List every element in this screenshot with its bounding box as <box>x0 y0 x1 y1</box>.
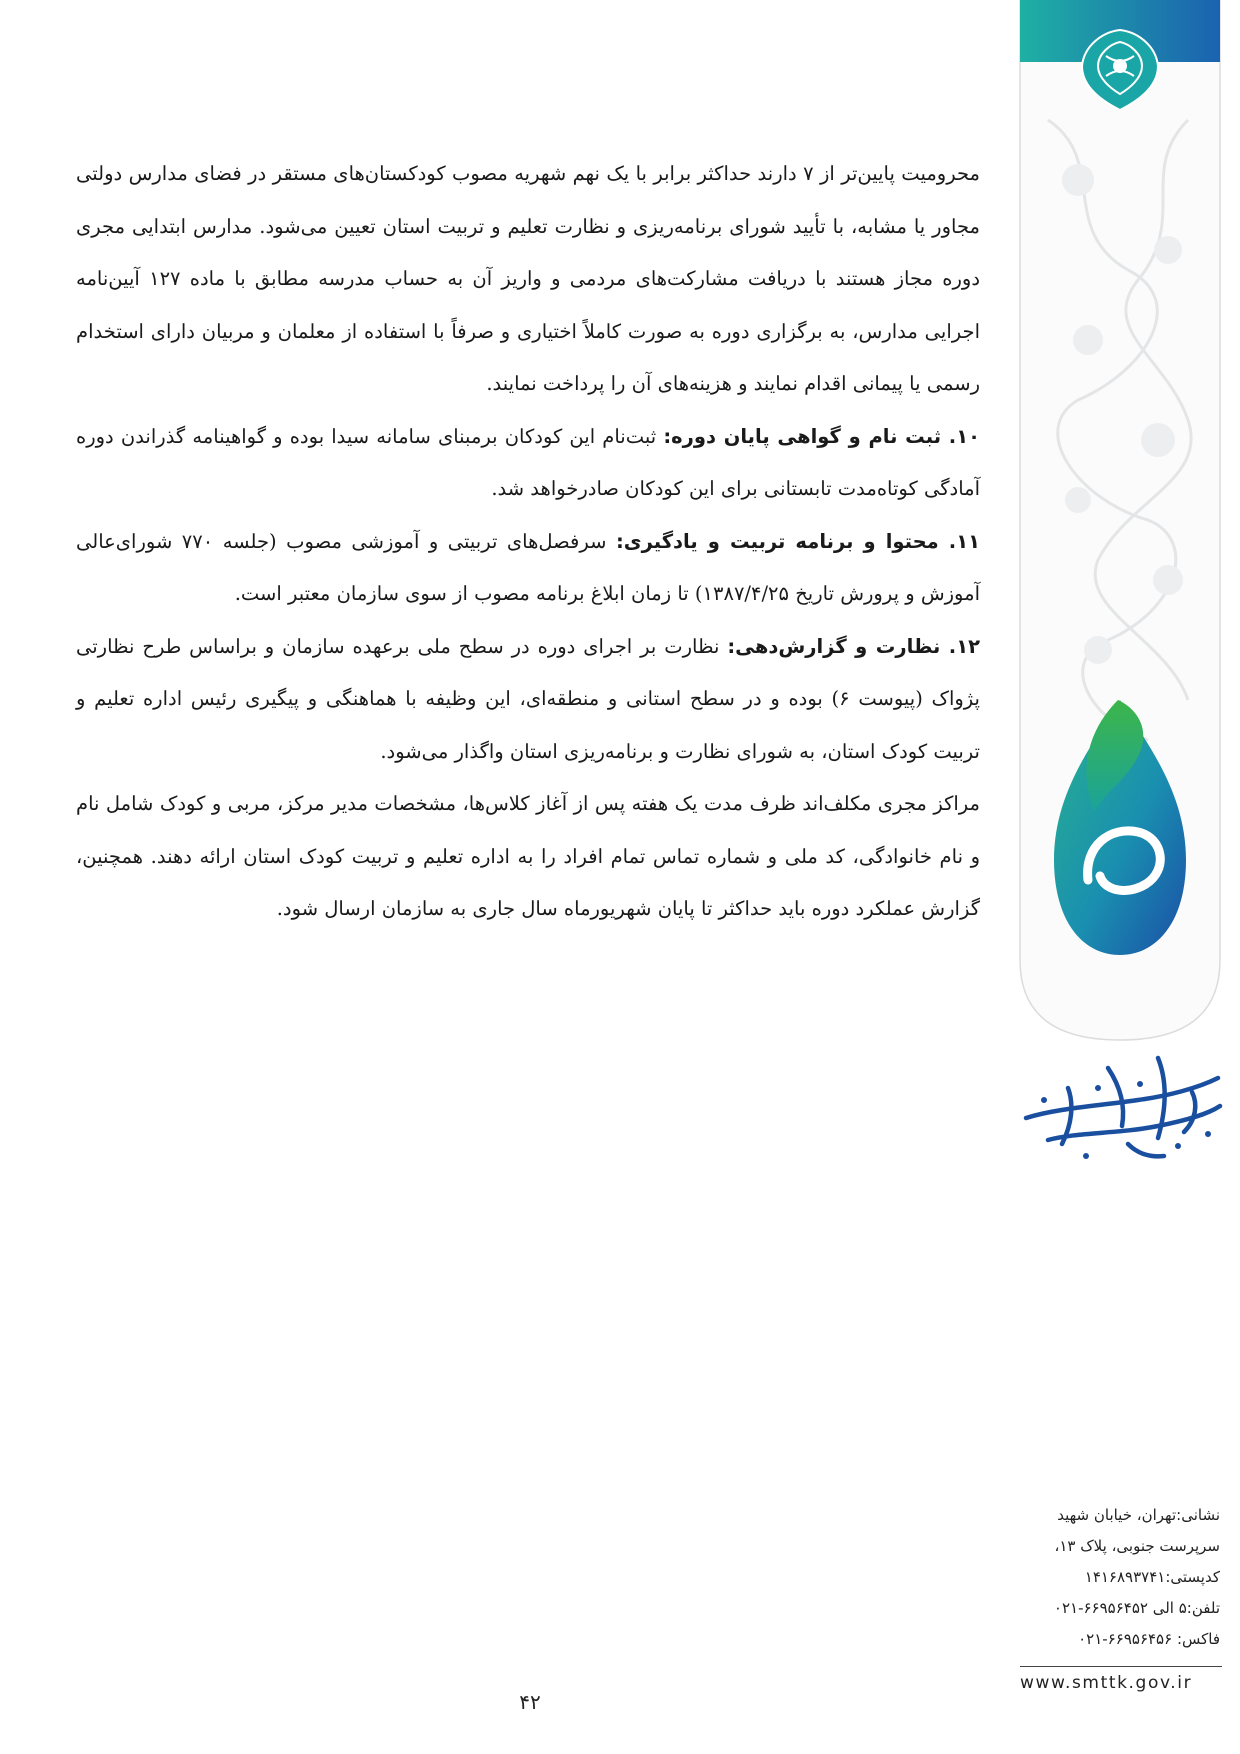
side-banner-graphic <box>1018 0 1222 1060</box>
postal-code: کدپستی:۱۴۱۶۸۹۳۷۴۱ <box>1084 1568 1220 1586</box>
paragraph-supervision-text: نظارت بر اجرای دوره در سطح ملی برعهده سازمان و براساس طرح نظارتی پژواک (پیوست ۶) بوده و در سطح استانی و منطقه‌ای، این وظیفه با هماهنگی و پیگیری رئیس اداره تعلیم و تربیت کودک استان، به شورای نظارت و برنامه‌ریزی استان واگذار می‌شود. <box>76 634 980 763</box>
phone-number: تلفن:۵ الی ۶۶۹۵۶۴۵۲-۰۲۱ <box>1053 1599 1220 1617</box>
paragraph-reporting-text: مراکز مجری مکلف‌اند ظرف مدت یک هفته پس از آغاز کلاس‌ها، مشخصات مدیر مرکز، مربی و کودک شامل نام و نام خانوادگی، کد ملی و شماره تماس تمام افراد را به اداره تعلیم و تربیت کودک استان ارائه دهند. همچنین، گزارش عملکرد دوره باید حداکثر تا پایان شهریورماه سال جاری به سازمان ارسال شود. <box>76 792 980 920</box>
calligraphy-logo <box>1008 1048 1224 1178</box>
section-heading-11: ۱۱. محتوا و برنامه تربیت و یادگیری: <box>615 529 980 553</box>
document-body <box>76 148 980 936</box>
paragraph-registration-text: ثبت‌نام این کودکان برمبنای سامانه سیدا بوده و گواهینامه گذراندن دوره آمادگی کوتاه‌مدت تابستانی برای این کودکان صادرخواهد شد. <box>76 424 980 500</box>
paragraph-registration <box>76 411 980 516</box>
page-number: ۴۲ <box>519 1690 541 1714</box>
website-link[interactable]: www.smttk.gov.ir <box>1020 1666 1222 1693</box>
paragraph-content-text: سرفصل‌های تربیتی و آموزشی مصوب (جلسه ۷۷۰ شورای‌عالی آموزش و پرورش تاریخ ۱۳۸۷/۴/۲۵) تا زمان ابلاغ برنامه مصوب از سوی سازمان معتبر است. <box>76 529 980 605</box>
paragraph-reporting <box>76 778 980 936</box>
paragraph-intro-text: محرومیت پایین‌تر از ۷ دارند حداکثر برابر با یک نهم شهریه مصوب کودکستان‌های مستقر در فضای مدارس دولتی مجاور یا مشابه، با تأیید شورای برنامه‌ریزی و نظارت تعلیم و تربیت استان تعیین می‌شود. مدارس ابتدایی مجری دوره مجاز هستند با دریافت مشارکت‌های مردمی و واریز آن به حساب مدرسه مطابق با ماده ۱۲۷ آیین‌نامه اجرایی مدارس، به برگزاری دوره به صورت کاملاً اختیاری و صرفاً با استفاده از معلمان و مربیان دارای استخدام رسمی یا پیمانی اقدام نمایند و هزینه‌های آن را پرداخت نمایند. <box>76 162 980 395</box>
section-heading-10: ۱۰. ثبت نام و گواهی پایان دوره: <box>663 424 980 448</box>
side-banner <box>1018 0 1222 1060</box>
address-line-alley: سرپرست جنوبی، پلاک ۱۳، <box>1054 1537 1220 1555</box>
address-block <box>1020 1500 1220 1655</box>
address-line-street: نشانی:تهران، خیابان شهید <box>1057 1506 1220 1524</box>
paragraph-supervision <box>76 621 980 779</box>
paragraph-intro <box>76 148 980 411</box>
section-heading-12: ۱۲. نظارت و گزارش‌دهی: <box>727 634 981 658</box>
paragraph-content <box>76 516 980 621</box>
fax-number: فاکس: ۶۶۹۵۶۴۵۶-۰۲۱ <box>1078 1630 1220 1648</box>
